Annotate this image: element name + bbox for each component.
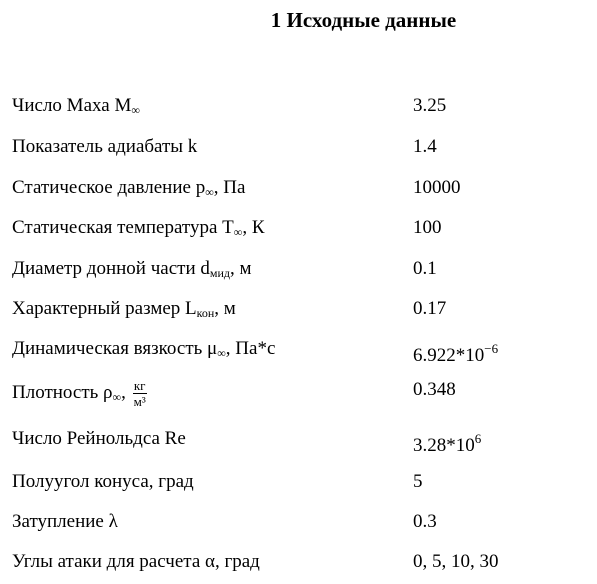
param-label: Характерный размер $L_{кон}$, м [12, 298, 236, 320]
param-value: 5 [413, 471, 423, 492]
param-label: Углы атаки для расчета α, град [12, 551, 260, 572]
param-label: Показатель адиабаты k [12, 136, 198, 157]
param-value: 1.4 [413, 136, 437, 157]
param-label: Статическое давление $p_\infty$, Па [12, 177, 246, 199]
param-value: $3.28*10^6$ [413, 431, 482, 456]
param-label: Динамическая вязкость $\mu_\infty$, Па*с [12, 338, 276, 360]
param-value: 10000 [413, 177, 461, 198]
param-label: Затупление λ [12, 511, 118, 532]
param-value: 0.17 [413, 298, 447, 319]
param-value: $6.922*10^{-6}$ [413, 341, 499, 366]
param-value: 3.25 [413, 95, 447, 116]
param-label: Диаметр донной части $d_{мид}$, м [12, 258, 252, 280]
param-value: 0.348 [413, 379, 456, 400]
unit-fraction: $\frac{кг}{\text{м³}}$ [133, 378, 146, 409]
param-value: 0.1 [413, 258, 437, 279]
param-value: 0, 5, 10, 30 [413, 551, 499, 572]
param-label: Статическая температура $T_\infty$, К [12, 217, 265, 239]
param-value: 100 [413, 217, 442, 238]
param-value: 0.3 [413, 511, 437, 532]
param-label: Полуугол конуса, град [12, 471, 194, 492]
section-title: 1 Исходные данные [270, 8, 457, 32]
param-label: Плотность $\rho_\infty$, $\frac{кг}{\text{м³}}$ [12, 378, 146, 409]
param-label: Число Маха $M_\infty$ [12, 95, 140, 117]
param-label: Число Рейнольдса Re [12, 428, 186, 449]
